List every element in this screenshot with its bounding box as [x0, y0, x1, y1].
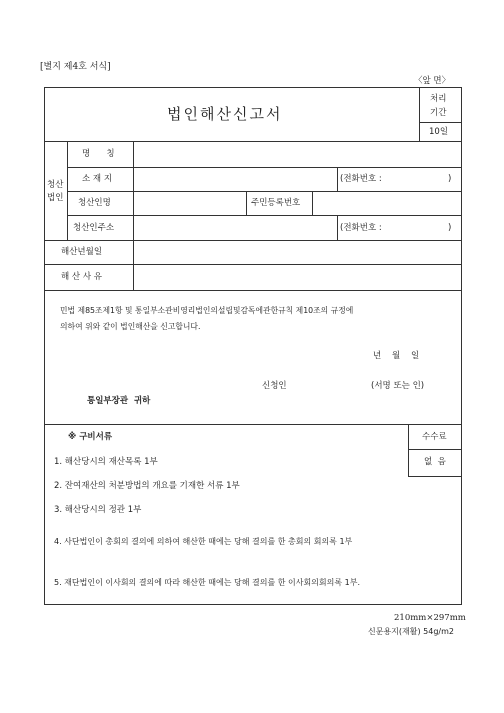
processing-box-left [419, 87, 420, 141]
phone-label: (전화번호 : [340, 223, 382, 233]
fee-box-bottom [408, 449, 462, 450]
rrn-label: 주민등록번호 [251, 198, 301, 208]
document-item: 3. 해산당시의 정관 1부 [54, 505, 142, 515]
fee-value: 없 음 [424, 457, 446, 467]
phone-divider [337, 167, 338, 191]
applicant-label: 신청인 [262, 381, 287, 391]
name-field[interactable] [134, 142, 461, 166]
documents-header: ※ 구비서류 [68, 432, 113, 442]
rrn-divider-left [246, 191, 247, 215]
liquidator-name-field[interactable] [134, 192, 245, 214]
fee-label: 수수료 [422, 432, 447, 442]
dissolution-reason-field[interactable] [134, 265, 461, 289]
form-title: 법인해산신고서 [167, 105, 283, 123]
document-item: 2. 잔여재산의 처분방법의 개요를 기재한 서류 1부 [54, 481, 240, 491]
phone-close: ) [448, 174, 452, 184]
fee-box-bottom [408, 476, 462, 477]
document-item: 5. 재단법인이 이사회의 결의에 따라 해산한 때에는 당해 결의를 한 이사회의회의록 1부. [54, 578, 360, 587]
phone-label: (전화번호 : [340, 174, 382, 184]
declaration-text: 민법 제85조제1항 및 통일부소관비영리법인의설립및감독에관한규칙 제10조의 규정에 [60, 306, 354, 315]
paper-size: 210mm×297mm [394, 613, 466, 623]
dissolution-date-field[interactable] [134, 241, 461, 263]
name-label: 명 칭 [82, 149, 115, 159]
liquidator-address-field[interactable] [134, 216, 336, 239]
row-divider [44, 290, 462, 291]
rrn-field[interactable] [313, 192, 461, 214]
declaration-text: 의하여 위와 같이 법인해산을 신고합니다. [60, 322, 201, 331]
processing-period-label: 기간 [430, 108, 447, 118]
processing-period-value: 10일 [429, 127, 449, 137]
fee-column-line [408, 424, 409, 476]
group-label: 청산 [47, 180, 64, 190]
declaration-date: 년 월 일 [373, 351, 420, 361]
liquidator-name-label: 청산인명 [78, 198, 111, 208]
processing-box-divider [419, 122, 462, 123]
address-label: 소 재 지 [82, 174, 113, 184]
addressee: 통일부장관 귀하 [87, 396, 151, 406]
form-side: 〈앞 면〉 [414, 76, 451, 86]
row-divider [44, 424, 462, 425]
document-item: 4. 사단법인이 총회의 결의에 의하여 해산한 때에는 당해 결의를 한 총회의 회의록 1부 [54, 537, 353, 546]
paper-type: 신문용지(재활) 54g/m2 [368, 627, 454, 636]
dissolution-date-label: 해산년월일 [61, 247, 103, 257]
group-label: 법인 [47, 193, 64, 203]
phone-divider [337, 215, 338, 240]
phone-close: ) [448, 223, 452, 233]
processing-period-label: 처리 [430, 94, 447, 104]
liquidator-address-label: 청산인주소 [73, 223, 115, 233]
form-number: [별지 제4호 서식] [40, 62, 111, 72]
signature-label: (서명 또는 인) [371, 381, 425, 391]
dissolution-reason-label: 해 산 사 유 [61, 272, 102, 282]
document-item: 1. 해산당시의 재산목록 1부 [54, 457, 158, 467]
address-field[interactable] [134, 168, 336, 190]
